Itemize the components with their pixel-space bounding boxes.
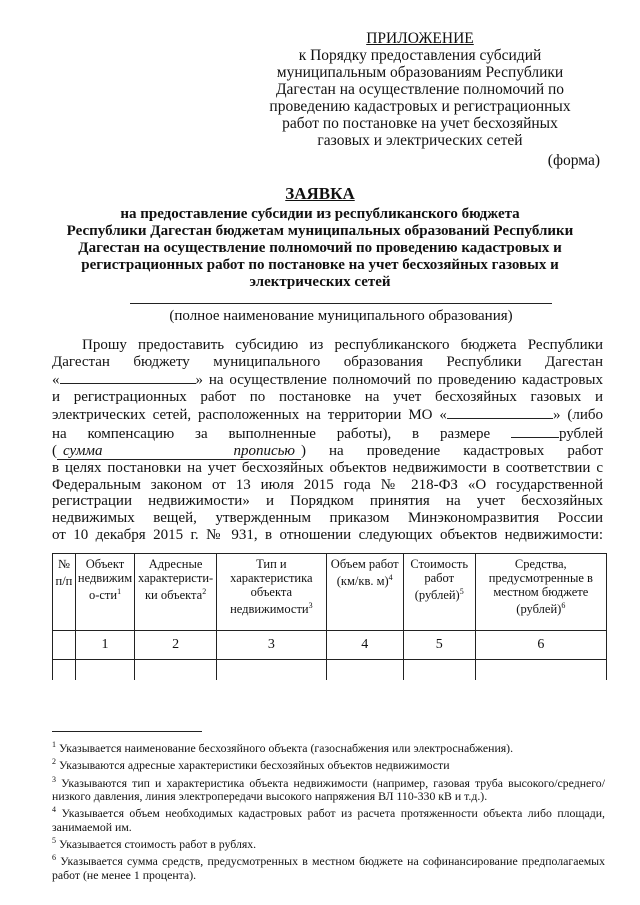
footnote-text: Указывается наименование бесхозяйного объекта (газоснабжения или электроснабжения).: [58, 740, 514, 755]
org-name-caption: (полное наименование муниципального образования): [169, 308, 513, 324]
table-cell: [326, 660, 403, 681]
table-header-cell: Стоимость работ (рублей)$^5$: [403, 554, 475, 631]
table-cell: [217, 660, 327, 681]
paragraph-text: на компенсацию за выполненные работы), в размере: [52, 425, 491, 442]
table-cell: [403, 660, 475, 681]
footnote: [52, 738, 605, 755]
footnote: [52, 851, 605, 882]
table-cell: [53, 631, 76, 660]
title-subtitle-line: регистрационных работ по постановке на учет бесхозяйных газовых и: [81, 257, 559, 273]
amount-blank: [511, 424, 559, 438]
footnote-text: Указываются тип и характеристика объекта недвижимости (например, газовая труба высокого/среднего/низкого давления, линия электропередачи высокого напряжения ВЛ 110-330 кВ и т.д.).: [52, 775, 605, 803]
footnote-number: 3: [52, 774, 56, 784]
footnote-text: Указывается объем необходимых кадастровых работ из расчета протяженности объекта либо площади, занимаемой им.: [52, 806, 606, 834]
appendix-line: проведению кадастровых и регистрационных: [269, 98, 571, 115]
table-cell: [135, 660, 217, 681]
paragraph-line: в целях постановки на учет бесхозяйных объектов недвижимости в соответствии с: [52, 460, 603, 477]
footnote-number: 2: [52, 757, 56, 767]
org-name-blank-line: [130, 303, 552, 304]
footnote-number: 6: [52, 853, 56, 863]
footnote-number: 4: [52, 805, 56, 815]
paragraph-line: [52, 443, 603, 461]
paragraph-line: от 10 декабря 2015 г. № 931, в отношении следующих объектов недвижимости:: [52, 526, 603, 543]
footnote-text: Указывается сумма средств, предусмотренных в местном бюджете на софинансирование предполагаемых работ (не менее 1 процента).: [52, 854, 606, 882]
appendix-line: Дагестан на осуществление полномочий по: [275, 81, 565, 98]
table-row: [53, 660, 607, 681]
footnote: [52, 834, 605, 851]
table-header-cell: Объем работ (км/кв. м)$^4$: [326, 554, 403, 631]
footnote-number: 5: [52, 836, 56, 846]
paragraph-text: (: [52, 442, 57, 459]
paragraph-line: Прошу предоставить субсидию из республиканского бюджета Республики: [82, 337, 603, 353]
request-paragraph: [52, 337, 603, 543]
mo-name-blank: [447, 405, 553, 419]
table-cell: 4: [326, 631, 403, 660]
paragraph-line: и регистрационных работ по постановке на учет бесхозяйных газовых и: [52, 388, 603, 405]
table-cell: 3: [217, 631, 327, 660]
objects-table: [52, 553, 607, 680]
document-title: [60, 184, 580, 291]
title-subtitle-line: электрических сетей: [249, 274, 391, 290]
paragraph-line: [52, 405, 603, 424]
paragraph-line: регистрации недвижимости» и Порядком принятия на учет бесхозяйных: [52, 493, 603, 510]
paragraph-text: «: [52, 372, 60, 389]
footnotes: [52, 738, 605, 882]
paragraph-text: » (либо: [552, 407, 603, 424]
form-label: (форма): [547, 152, 600, 169]
table-cell: 6: [475, 631, 606, 660]
footnote: [52, 803, 605, 834]
table-cell: [75, 660, 134, 681]
title-subtitle-line: Дагестан на осуществление полномочий по проведению кадастровых и: [78, 240, 562, 256]
table-cell: [53, 660, 76, 681]
amount-in-words-field: сумма прописью: [57, 443, 301, 461]
table-header-cell: № п/п: [53, 554, 76, 631]
paragraph-text: рублей: [558, 425, 603, 442]
appendix-line: работ по постановке на учет бесхозяйных: [282, 115, 558, 132]
appendix-line: газовых и электрических сетей: [317, 132, 523, 149]
table-header-cell: Средства, предусмотренные в местном бюджете (рублей)$^6$: [475, 554, 606, 631]
title-subtitle-line: Республики Дагестан бюджетам муниципальных образований Республики: [66, 223, 574, 239]
paragraph-line: Федеральным законом от 13 июля 2015 года № 218-ФЗ «О государственной: [52, 476, 603, 493]
footnote-number: 1: [52, 740, 56, 749]
table-number-row: [53, 631, 607, 660]
paragraph-line: недвижимых вещей, утвержденным приказом Минэкономразвития России: [52, 509, 603, 526]
appendix-line: муниципальным образованиям Республики: [276, 64, 564, 81]
paragraph-text: электрических сетей, расположенных на территории МО «: [52, 407, 447, 424]
municipality-blank: [60, 370, 196, 384]
footnote-separator: [52, 731, 202, 732]
table-cell: 5: [403, 631, 475, 660]
footnote-text: Указывается стоимость работ в рублях.: [58, 837, 257, 852]
paragraph-text: » на осуществление полномочий по проведению кадастровых: [195, 372, 603, 389]
appendix-line: к Порядку предоставления субсидий: [298, 47, 542, 64]
paragraph-line: Дагестан бюджету муниципального образования Республики Дагестан: [52, 353, 603, 370]
table-header-row: [53, 554, 607, 631]
paragraph-line: [52, 424, 603, 443]
table-cell: 2: [135, 631, 217, 660]
table-cell: [475, 660, 606, 681]
table-header-cell: Тип и характеристика объекта недвижимости$^3$: [217, 554, 327, 631]
table-header-cell: Объект недвижим о-сти$^1$: [75, 554, 134, 631]
footnote: [52, 755, 605, 772]
title-subtitle-line: на предоставление субсидии из республиканского бюджета: [120, 206, 520, 222]
footnote: [52, 773, 605, 804]
table-header-cell: Адресные характеристи-ки объекта$^2$: [135, 554, 217, 631]
footnote-text: Указываются адресные характеристики бесхозяйных объектов недвижимости: [58, 758, 450, 773]
paragraph-text: ) на проведение кадастровых работ: [301, 442, 603, 459]
paragraph-line: [52, 370, 603, 389]
appendix-block: [250, 30, 590, 149]
title-main: ЗАЯВКА: [285, 184, 355, 203]
appendix-heading: ПРИЛОЖЕНИЕ: [366, 30, 474, 47]
table-cell: 1: [75, 631, 134, 660]
